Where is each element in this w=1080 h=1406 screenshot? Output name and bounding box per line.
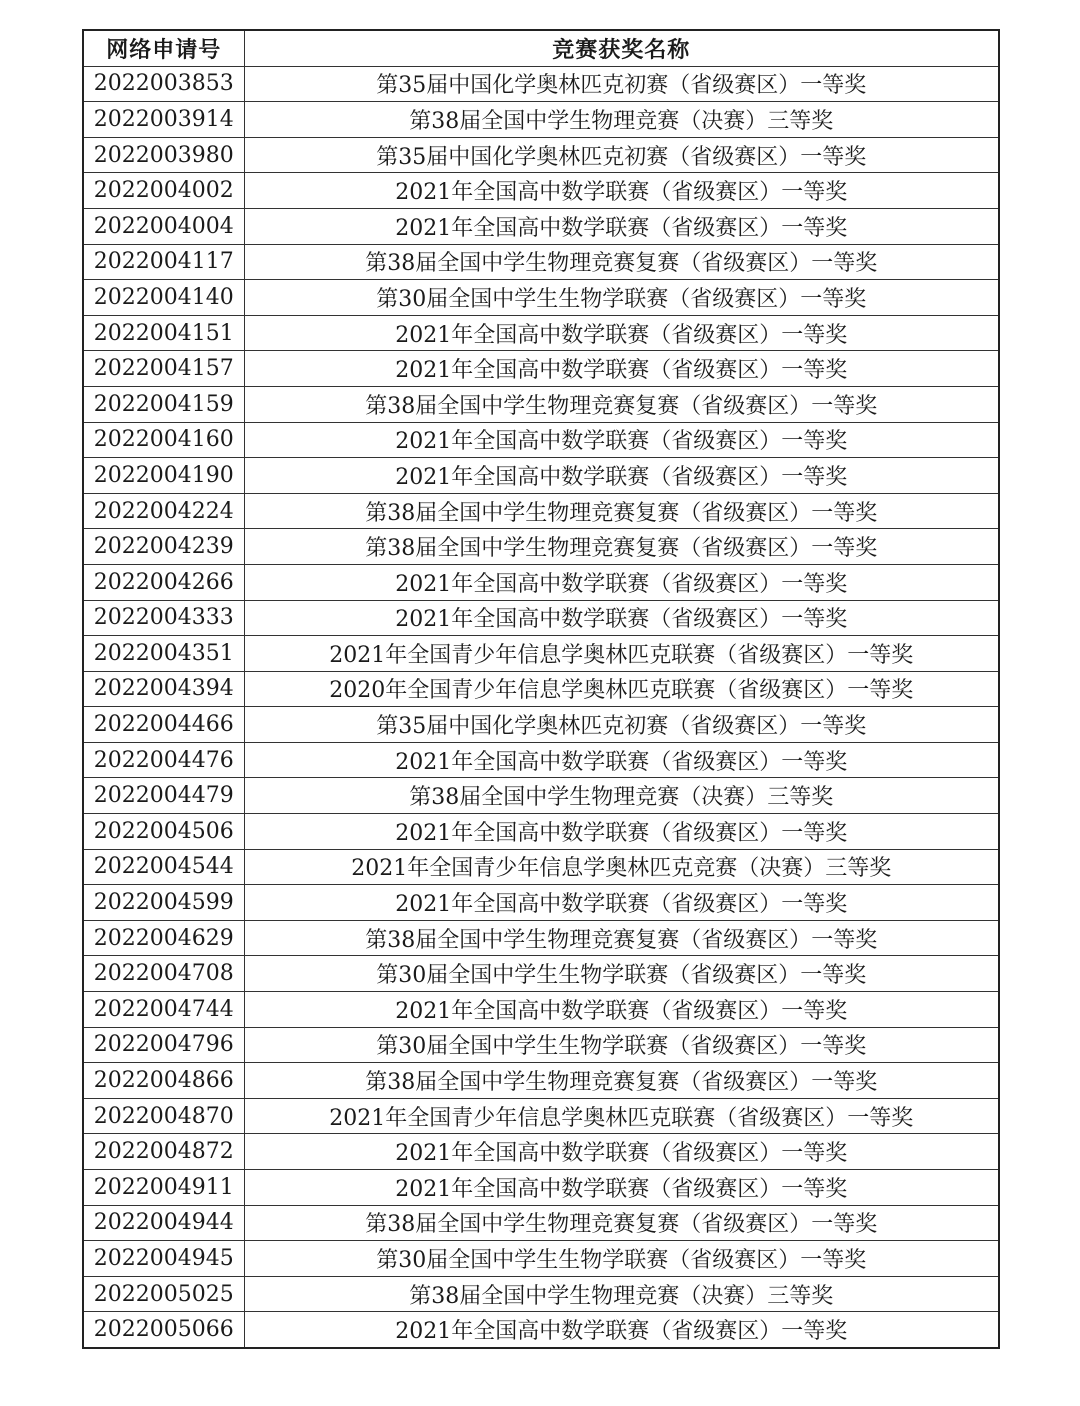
table-row (83, 600, 999, 636)
application-number-cell: 2022004266 (83, 564, 244, 600)
application-number-cell: 2022004160 (83, 422, 244, 458)
table-row (83, 315, 999, 351)
application-number-cell: 2022003980 (83, 137, 244, 173)
table-body (83, 66, 999, 1348)
award-name-cell: 第30届全国中学生生物学联赛（省级赛区）一等奖 (244, 1027, 999, 1063)
application-number-cell: 2022004466 (83, 707, 244, 743)
application-number-cell: 2022005025 (83, 1276, 244, 1312)
award-name-cell: 第38届全国中学生物理竞赛复赛（省级赛区）一等奖 (244, 1063, 999, 1099)
table-row (83, 208, 999, 244)
table-row (83, 1134, 999, 1170)
award-name-cell: 第38届全国中学生物理竞赛复赛（省级赛区）一等奖 (244, 493, 999, 529)
table-row (83, 493, 999, 529)
award-name-cell: 2021年全国青少年信息学奥林匹克联赛（省级赛区）一等奖 (244, 636, 999, 672)
table-row (83, 102, 999, 138)
award-table (82, 29, 1000, 1349)
application-number-cell: 2022004239 (83, 529, 244, 565)
table-header-row (83, 30, 999, 66)
application-number-cell: 2022003853 (83, 66, 244, 102)
award-name-cell: 2021年全国高中数学联赛（省级赛区）一等奖 (244, 1134, 999, 1170)
table-row (83, 956, 999, 992)
award-name-cell: 2021年全国高中数学联赛（省级赛区）一等奖 (244, 315, 999, 351)
table-row (83, 742, 999, 778)
award-name-cell: 第38届全国中学生物理竞赛（决赛）三等奖 (244, 102, 999, 138)
application-number-cell: 2022005066 (83, 1312, 244, 1348)
award-name-cell: 2021年全国青少年信息学奥林匹克竞赛（决赛）三等奖 (244, 849, 999, 885)
award-name-cell: 第38届全国中学生物理竞赛复赛（省级赛区）一等奖 (244, 386, 999, 422)
application-number-cell: 2022004744 (83, 992, 244, 1028)
application-number-cell: 2022004944 (83, 1205, 244, 1241)
table-row (83, 137, 999, 173)
table-row (83, 564, 999, 600)
table-row (83, 280, 999, 316)
award-name-cell: 2021年全国高中数学联赛（省级赛区）一等奖 (244, 173, 999, 209)
award-name-cell: 2021年全国高中数学联赛（省级赛区）一等奖 (244, 1312, 999, 1348)
application-number-cell: 2022004872 (83, 1134, 244, 1170)
award-name-cell: 第30届全国中学生生物学联赛（省级赛区）一等奖 (244, 956, 999, 992)
table-row (83, 458, 999, 494)
application-number-cell: 2022004394 (83, 671, 244, 707)
table-row (83, 173, 999, 209)
table-row (83, 1170, 999, 1206)
table-row (83, 1205, 999, 1241)
application-number-cell: 2022004159 (83, 386, 244, 422)
table-row (83, 707, 999, 743)
award-name-cell: 第38届全国中学生物理竞赛复赛（省级赛区）一等奖 (244, 1205, 999, 1241)
table-row (83, 529, 999, 565)
application-number-cell: 2022004544 (83, 849, 244, 885)
table-row (83, 849, 999, 885)
table-row (83, 351, 999, 387)
application-number-cell: 2022004151 (83, 315, 244, 351)
award-name-cell: 2021年全国高中数学联赛（省级赛区）一等奖 (244, 422, 999, 458)
award-name-cell: 第38届全国中学生物理竞赛（决赛）三等奖 (244, 778, 999, 814)
table-row (83, 244, 999, 280)
application-number-cell: 2022004506 (83, 814, 244, 850)
application-number-cell: 2022003914 (83, 102, 244, 138)
table-row (83, 1098, 999, 1134)
table-row (83, 1063, 999, 1099)
header-award-name: 竞赛获奖名称 (244, 30, 999, 66)
application-number-cell: 2022004479 (83, 778, 244, 814)
award-name-cell: 第35届中国化学奥林匹克初赛（省级赛区）一等奖 (244, 137, 999, 173)
application-number-cell: 2022004796 (83, 1027, 244, 1063)
table-row (83, 386, 999, 422)
application-number-cell: 2022004599 (83, 885, 244, 921)
application-number-cell: 2022004157 (83, 351, 244, 387)
award-name-cell: 2021年全国高中数学联赛（省级赛区）一等奖 (244, 814, 999, 850)
award-name-cell: 2021年全国高中数学联赛（省级赛区）一等奖 (244, 458, 999, 494)
award-name-cell: 2021年全国高中数学联赛（省级赛区）一等奖 (244, 564, 999, 600)
application-number-cell: 2022004911 (83, 1170, 244, 1206)
application-number-cell: 2022004945 (83, 1241, 244, 1277)
application-number-cell: 2022004117 (83, 244, 244, 280)
award-name-cell: 第35届中国化学奥林匹克初赛（省级赛区）一等奖 (244, 66, 999, 102)
table-row (83, 920, 999, 956)
table-row (83, 671, 999, 707)
award-name-cell: 2021年全国高中数学联赛（省级赛区）一等奖 (244, 1170, 999, 1206)
table-row (83, 778, 999, 814)
table-row (83, 422, 999, 458)
award-name-cell: 2021年全国高中数学联赛（省级赛区）一等奖 (244, 742, 999, 778)
award-name-cell: 2021年全国高中数学联赛（省级赛区）一等奖 (244, 992, 999, 1028)
table-row (83, 1312, 999, 1348)
award-name-cell: 第38届全国中学生物理竞赛复赛（省级赛区）一等奖 (244, 244, 999, 280)
application-number-cell: 2022004004 (83, 208, 244, 244)
table-row (83, 1241, 999, 1277)
table-row (83, 66, 999, 102)
application-number-cell: 2022004476 (83, 742, 244, 778)
table-row (83, 885, 999, 921)
application-number-cell: 2022004190 (83, 458, 244, 494)
award-name-cell: 第30届全国中学生生物学联赛（省级赛区）一等奖 (244, 1241, 999, 1277)
application-number-cell: 2022004140 (83, 280, 244, 316)
table-row (83, 814, 999, 850)
award-name-cell: 2021年全国高中数学联赛（省级赛区）一等奖 (244, 600, 999, 636)
application-number-cell: 2022004333 (83, 600, 244, 636)
application-number-cell: 2022004708 (83, 956, 244, 992)
header-application-number: 网络申请号 (83, 30, 244, 66)
award-name-cell: 第38届全国中学生物理竞赛复赛（省级赛区）一等奖 (244, 920, 999, 956)
table-row (83, 636, 999, 672)
table-row (83, 1276, 999, 1312)
award-name-cell: 2020年全国青少年信息学奥林匹克联赛（省级赛区）一等奖 (244, 671, 999, 707)
table-row (83, 992, 999, 1028)
award-name-cell: 第38届全国中学生物理竞赛复赛（省级赛区）一等奖 (244, 529, 999, 565)
award-name-cell: 2021年全国青少年信息学奥林匹克联赛（省级赛区）一等奖 (244, 1098, 999, 1134)
award-name-cell: 2021年全国高中数学联赛（省级赛区）一等奖 (244, 885, 999, 921)
award-name-cell: 第30届全国中学生生物学联赛（省级赛区）一等奖 (244, 280, 999, 316)
award-name-cell: 第35届中国化学奥林匹克初赛（省级赛区）一等奖 (244, 707, 999, 743)
award-name-cell: 2021年全国高中数学联赛（省级赛区）一等奖 (244, 208, 999, 244)
award-name-cell: 第38届全国中学生物理竞赛（决赛）三等奖 (244, 1276, 999, 1312)
table-row (83, 1027, 999, 1063)
application-number-cell: 2022004870 (83, 1098, 244, 1134)
application-number-cell: 2022004629 (83, 920, 244, 956)
application-number-cell: 2022004866 (83, 1063, 244, 1099)
application-number-cell: 2022004351 (83, 636, 244, 672)
application-number-cell: 2022004224 (83, 493, 244, 529)
application-number-cell: 2022004002 (83, 173, 244, 209)
award-name-cell: 2021年全国高中数学联赛（省级赛区）一等奖 (244, 351, 999, 387)
